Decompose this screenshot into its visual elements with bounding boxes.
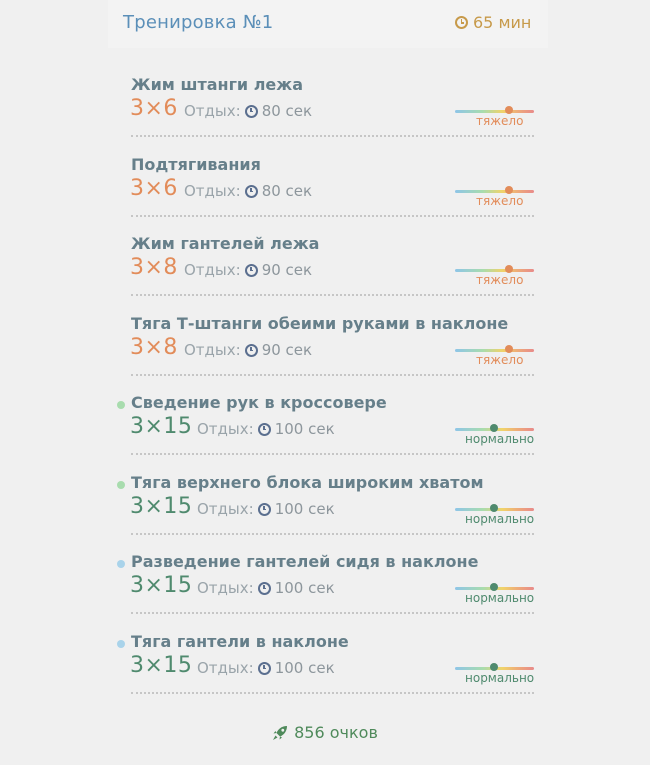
category-indicator bbox=[117, 481, 125, 489]
clock-icon bbox=[245, 185, 258, 198]
exercise-sets: 3×15 bbox=[130, 653, 193, 678]
exercise-item[interactable] bbox=[0, 314, 650, 394]
rest-time: 100 сек bbox=[274, 500, 335, 518]
score bbox=[0, 723, 650, 742]
divider bbox=[131, 453, 534, 455]
difficulty-marker bbox=[490, 504, 498, 512]
exercise-name: Разведение гантелей сидя в наклоне bbox=[131, 552, 479, 571]
exercise-name: Жим штанги лежа bbox=[131, 75, 303, 94]
rest-info bbox=[197, 659, 335, 677]
rest-label: Отдых: bbox=[184, 261, 241, 279]
exercise-sets: 3×8 bbox=[130, 255, 178, 280]
exercise-name: Сведение рук в кроссовере bbox=[131, 393, 387, 412]
exercise-name: Тяга Т-штанги обеими руками в наклоне bbox=[131, 314, 509, 333]
exercise-name: Тяга гантели в наклоне bbox=[131, 632, 349, 651]
exercise-item[interactable] bbox=[0, 155, 650, 235]
rest-label: Отдых: bbox=[197, 579, 254, 597]
clock-icon bbox=[258, 662, 271, 675]
rest-label: Отдых: bbox=[197, 500, 254, 518]
difficulty-meter bbox=[455, 190, 534, 193]
divider bbox=[131, 215, 534, 217]
exercise-sets: 3×15 bbox=[130, 494, 193, 519]
difficulty-meter bbox=[455, 269, 534, 272]
clock-icon bbox=[258, 423, 271, 436]
rest-label: Отдых: bbox=[184, 102, 241, 120]
exercise-item[interactable] bbox=[0, 75, 650, 155]
exercise-sets: 3×6 bbox=[130, 96, 178, 121]
exercise-item[interactable] bbox=[0, 393, 650, 473]
exercise-sets: 3×15 bbox=[130, 573, 193, 598]
clock-icon bbox=[258, 582, 271, 595]
exercise-sets: 3×6 bbox=[130, 176, 178, 201]
exercise-name: Тяга верхнего блока широким хватом bbox=[131, 473, 484, 492]
clock-icon bbox=[245, 105, 258, 118]
divider bbox=[131, 612, 534, 614]
rest-info bbox=[197, 579, 335, 597]
duration-value: 65 мин bbox=[473, 13, 532, 32]
difficulty-marker bbox=[505, 345, 513, 353]
difficulty-marker bbox=[490, 663, 498, 671]
score-value: 856 очков bbox=[294, 723, 378, 742]
difficulty-meter bbox=[455, 349, 534, 352]
rocket-icon bbox=[272, 725, 288, 741]
rest-info bbox=[197, 500, 335, 518]
rest-time: 90 сек bbox=[261, 261, 313, 279]
rest-info bbox=[184, 182, 312, 200]
clock-icon bbox=[245, 344, 258, 357]
rest-label: Отдых: bbox=[197, 420, 254, 438]
exercise-item[interactable] bbox=[0, 632, 650, 712]
exercise-name: Жим гантелей лежа bbox=[131, 234, 320, 253]
difficulty-label: нормально bbox=[465, 512, 535, 526]
rest-info bbox=[184, 261, 312, 279]
difficulty-marker bbox=[490, 583, 498, 591]
category-indicator bbox=[117, 401, 125, 409]
divider bbox=[131, 692, 534, 694]
difficulty-label: тяжело bbox=[476, 114, 524, 128]
workout-duration bbox=[455, 13, 531, 32]
rest-time: 80 сек bbox=[261, 182, 313, 200]
exercise-sets: 3×15 bbox=[130, 414, 193, 439]
divider bbox=[131, 294, 534, 296]
divider bbox=[131, 533, 534, 535]
rest-info bbox=[197, 420, 335, 438]
exercise-name: Подтягивания bbox=[131, 155, 261, 174]
rest-info bbox=[184, 341, 312, 359]
difficulty-label: нормально bbox=[465, 432, 535, 446]
difficulty-label: нормально bbox=[465, 671, 535, 685]
clock-icon bbox=[258, 503, 271, 516]
workout-title: Тренировка №1 bbox=[123, 12, 274, 33]
rest-time: 100 сек bbox=[274, 659, 335, 677]
difficulty-marker bbox=[505, 106, 513, 114]
rest-label: Отдых: bbox=[184, 341, 241, 359]
clock-icon bbox=[455, 16, 468, 29]
difficulty-marker bbox=[505, 186, 513, 194]
exercise-item[interactable] bbox=[0, 473, 650, 553]
difficulty-label: тяжело bbox=[476, 353, 524, 367]
difficulty-marker bbox=[505, 265, 513, 273]
rest-info bbox=[184, 102, 312, 120]
difficulty-meter bbox=[455, 508, 534, 511]
rest-time: 100 сек bbox=[274, 579, 335, 597]
difficulty-meter bbox=[455, 428, 534, 431]
rest-label: Отдых: bbox=[184, 182, 241, 200]
rest-label: Отдых: bbox=[197, 659, 254, 677]
difficulty-meter bbox=[455, 587, 534, 590]
exercise-item[interactable] bbox=[0, 552, 650, 632]
rest-time: 90 сек bbox=[261, 341, 313, 359]
exercise-item[interactable] bbox=[0, 234, 650, 314]
exercise-sets: 3×8 bbox=[130, 335, 178, 360]
category-indicator bbox=[117, 640, 125, 648]
difficulty-label: нормально bbox=[465, 591, 535, 605]
rest-time: 80 сек bbox=[261, 102, 313, 120]
difficulty-marker bbox=[490, 424, 498, 432]
difficulty-meter bbox=[455, 110, 534, 113]
difficulty-meter bbox=[455, 667, 534, 670]
category-indicator bbox=[117, 560, 125, 568]
difficulty-label: тяжело bbox=[476, 194, 524, 208]
difficulty-label: тяжело bbox=[476, 273, 524, 287]
clock-icon bbox=[245, 264, 258, 277]
divider bbox=[131, 374, 534, 376]
rest-time: 100 сек bbox=[274, 420, 335, 438]
divider bbox=[131, 135, 534, 137]
